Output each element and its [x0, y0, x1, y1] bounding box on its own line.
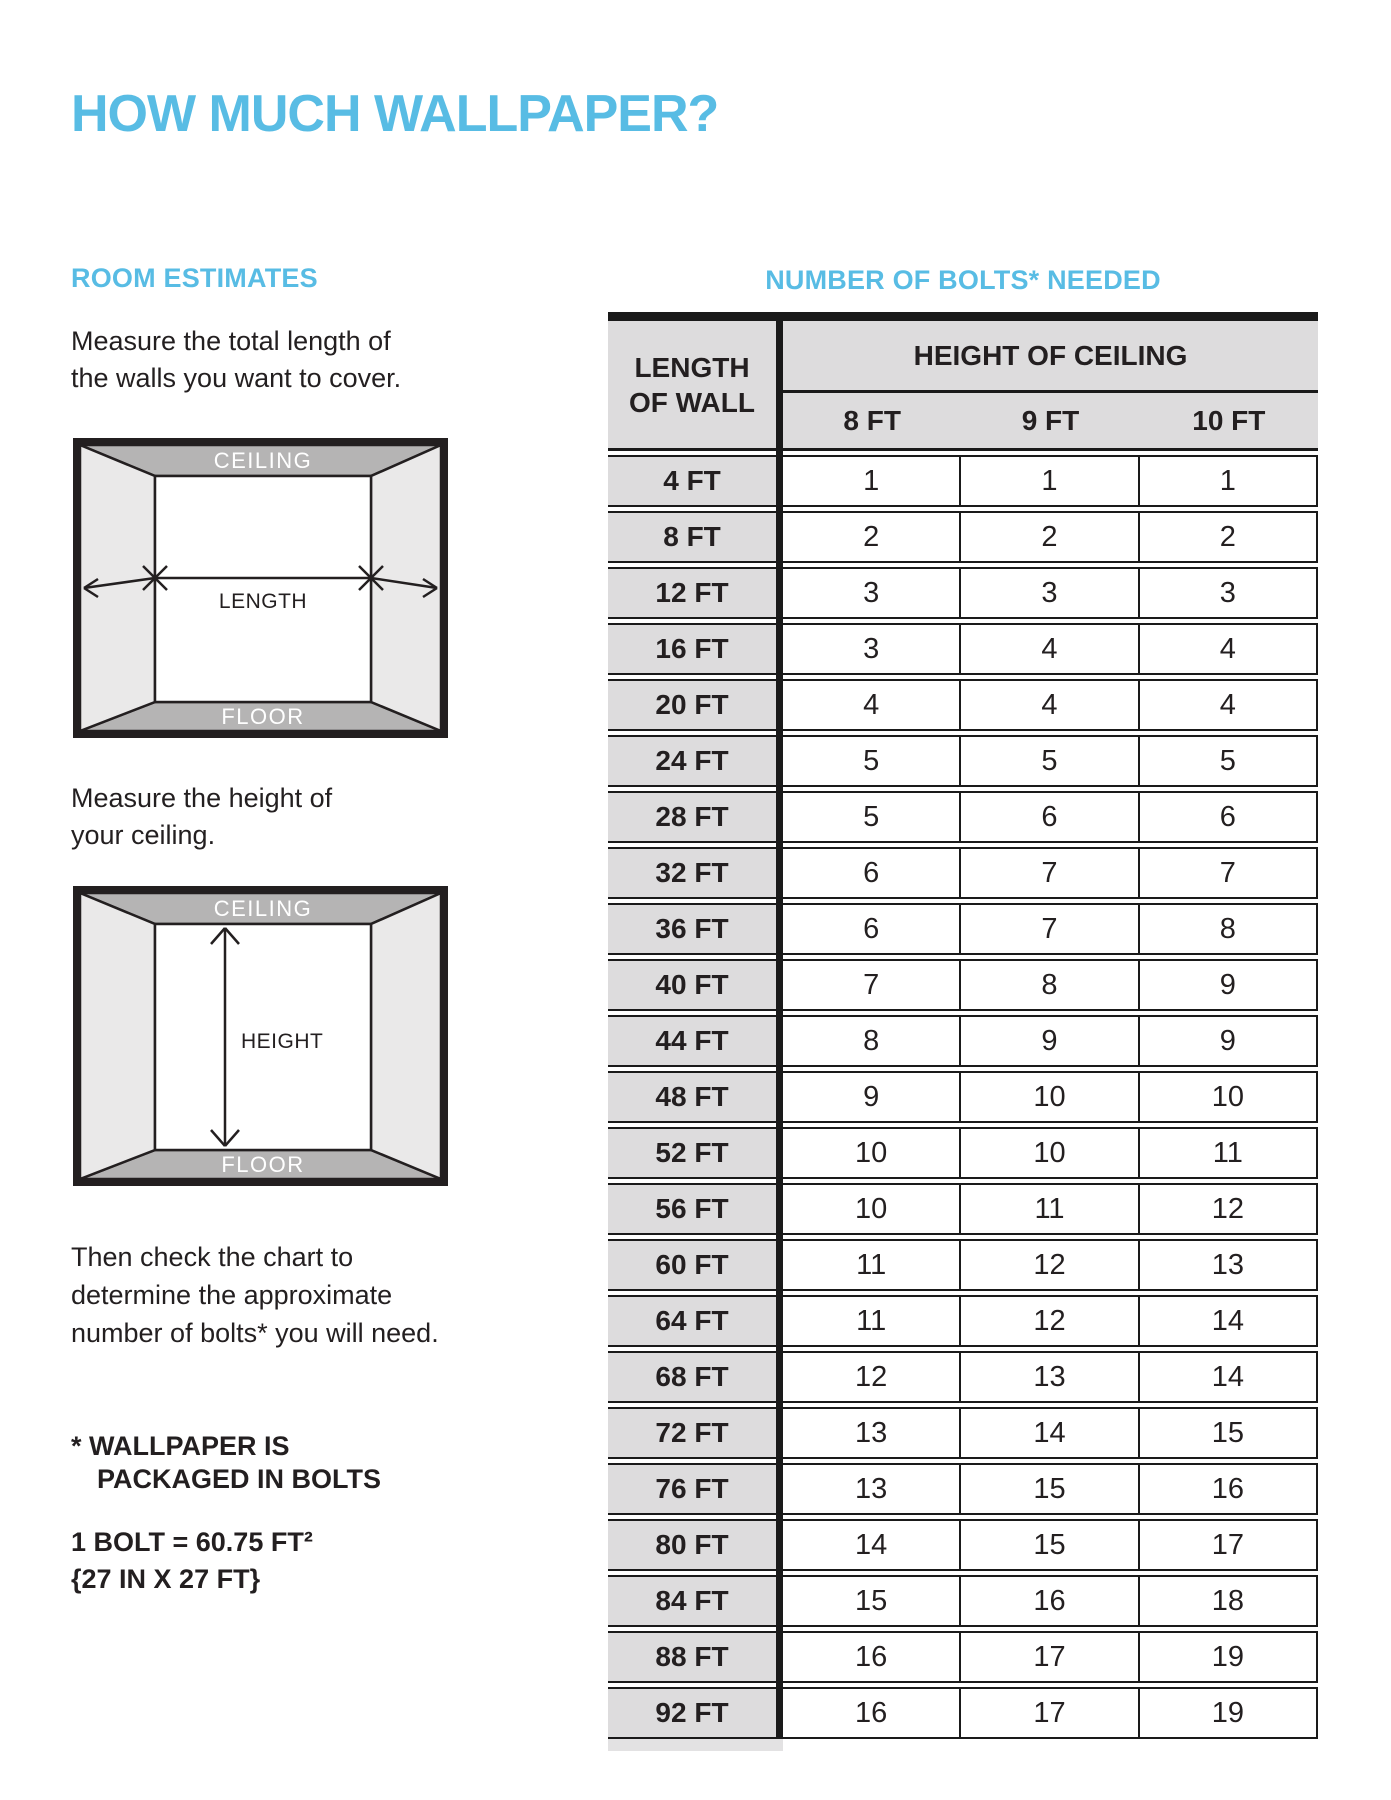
- table-row: [608, 903, 1318, 955]
- cell-10ft: 14: [1138, 1297, 1318, 1345]
- cell-8ft: 9: [783, 1073, 959, 1121]
- floor-label: FLOOR: [221, 1152, 305, 1177]
- instruction-chart: [71, 1238, 439, 1352]
- instruction-height-line2: your ceiling.: [71, 820, 216, 850]
- length-of-wall-line2: OF WALL: [629, 386, 755, 418]
- cell-9ft: 12: [959, 1297, 1137, 1345]
- cell-9ft: 1: [959, 457, 1137, 505]
- bolt-size-info: [71, 1524, 313, 1598]
- col-header-9ft: 9 FT: [1021, 404, 1080, 436]
- row-label: 48 FT: [608, 1073, 776, 1121]
- back-wall: [155, 476, 371, 702]
- cell-8ft: 13: [783, 1465, 959, 1513]
- cell-9ft: 17: [959, 1689, 1137, 1737]
- table-tail-strip: [608, 1739, 783, 1751]
- table-row: [608, 847, 1318, 899]
- cell-9ft: 11: [959, 1185, 1137, 1233]
- table-row: [608, 1183, 1318, 1235]
- cell-10ft: 14: [1138, 1353, 1318, 1401]
- table-row: [608, 735, 1318, 787]
- cell-9ft: 14: [959, 1409, 1137, 1457]
- row-label: 60 FT: [608, 1241, 776, 1289]
- cell-8ft: 8: [783, 1017, 959, 1065]
- cell-10ft: 11: [1138, 1129, 1318, 1177]
- row-label: 80 FT: [608, 1521, 776, 1569]
- length-of-wall-line1: LENGTH: [634, 351, 750, 383]
- table-row: [608, 1407, 1318, 1459]
- cell-10ft: 5: [1138, 737, 1318, 785]
- cell-9ft: 4: [959, 681, 1137, 729]
- table-row: [608, 1575, 1318, 1627]
- cell-9ft: 16: [959, 1577, 1137, 1625]
- row-label: 84 FT: [608, 1577, 776, 1625]
- height-of-ceiling-header: HEIGHT OF CEILING: [783, 321, 1318, 393]
- cell-8ft: 16: [783, 1689, 959, 1737]
- row-label: 8 FT: [608, 513, 776, 561]
- cell-8ft: 11: [783, 1297, 959, 1345]
- row-label: 88 FT: [608, 1633, 776, 1681]
- cell-9ft: 15: [959, 1521, 1137, 1569]
- cell-10ft: 7: [1138, 849, 1318, 897]
- table-row: [608, 791, 1318, 843]
- cell-8ft: 13: [783, 1409, 959, 1457]
- cell-9ft: 7: [959, 849, 1137, 897]
- row-label: 76 FT: [608, 1465, 776, 1513]
- cell-9ft: 6: [959, 793, 1137, 841]
- cell-9ft: 10: [959, 1073, 1137, 1121]
- cell-8ft: 10: [783, 1129, 959, 1177]
- cell-9ft: 8: [959, 961, 1137, 1009]
- row-label: 92 FT: [608, 1689, 776, 1737]
- table-header: [608, 312, 1318, 451]
- row-label: 52 FT: [608, 1129, 776, 1177]
- row-label: 64 FT: [608, 1297, 776, 1345]
- cell-8ft: 2: [783, 513, 959, 561]
- bolt-size-line1: 1 BOLT = 60.75 FT²: [71, 1527, 313, 1557]
- col-header-8ft: 8 FT: [843, 404, 901, 436]
- ceiling-header-block: [783, 321, 1318, 448]
- instruction-length: [71, 323, 401, 397]
- cell-10ft: 15: [1138, 1409, 1318, 1457]
- cell-10ft: 8: [1138, 905, 1318, 953]
- room-length-diagram: [73, 438, 448, 738]
- row-label: 56 FT: [608, 1185, 776, 1233]
- cell-10ft: 12: [1138, 1185, 1318, 1233]
- cell-8ft: 1: [783, 457, 959, 505]
- ceiling-columns: [783, 393, 1318, 448]
- cell-10ft: 9: [1138, 961, 1318, 1009]
- cell-9ft: 13: [959, 1353, 1137, 1401]
- bolts-footnote-line2: PACKAGED IN BOLTS: [97, 1464, 382, 1494]
- cell-10ft: 19: [1138, 1689, 1318, 1737]
- floor-label: FLOOR: [221, 704, 305, 729]
- row-label: 68 FT: [608, 1353, 776, 1401]
- row-label: 20 FT: [608, 681, 776, 729]
- cell-9ft: 10: [959, 1129, 1137, 1177]
- cell-9ft: 15: [959, 1465, 1137, 1513]
- cell-8ft: 6: [783, 849, 959, 897]
- bolts-footnote-line1: * WALLPAPER IS: [71, 1431, 290, 1461]
- cell-9ft: 5: [959, 737, 1137, 785]
- table-row: [608, 623, 1318, 675]
- table-row: [608, 1295, 1318, 1347]
- length-of-wall-header: [608, 321, 776, 448]
- row-label: 4 FT: [608, 457, 776, 505]
- table-row: [608, 1239, 1318, 1291]
- table-row: [608, 1127, 1318, 1179]
- cell-10ft: 6: [1138, 793, 1318, 841]
- row-label: 28 FT: [608, 793, 776, 841]
- table-row: [608, 1463, 1318, 1515]
- cell-10ft: 4: [1138, 681, 1318, 729]
- row-label: 16 FT: [608, 625, 776, 673]
- table-row: [608, 455, 1318, 507]
- cell-8ft: 10: [783, 1185, 959, 1233]
- cell-8ft: 3: [783, 569, 959, 617]
- bolts-footnote: [71, 1430, 381, 1496]
- table-row: [608, 1519, 1318, 1571]
- row-label: 40 FT: [608, 961, 776, 1009]
- cell-8ft: 3: [783, 625, 959, 673]
- bolts-table: [608, 312, 1318, 1739]
- table-body: [608, 455, 1318, 1739]
- cell-10ft: 9: [1138, 1017, 1318, 1065]
- table-row: [608, 959, 1318, 1011]
- table-row: [608, 1687, 1318, 1739]
- instruction-length-line2: the walls you want to cover.: [71, 363, 402, 393]
- cell-9ft: 9: [959, 1017, 1137, 1065]
- cell-9ft: 3: [959, 569, 1137, 617]
- table-row: [608, 1015, 1318, 1067]
- instruction-length-line1: Measure the total length of: [71, 326, 391, 356]
- cell-8ft: 16: [783, 1633, 959, 1681]
- cell-8ft: 7: [783, 961, 959, 1009]
- row-label: 32 FT: [608, 849, 776, 897]
- instruction-chart-line3: number of bolts* you will need.: [71, 1318, 439, 1348]
- ceiling-label: CEILING: [213, 448, 313, 473]
- cell-10ft: 4: [1138, 625, 1318, 673]
- cell-8ft: 4: [783, 681, 959, 729]
- ceiling-label: CEILING: [213, 896, 313, 921]
- table-row: [608, 1631, 1318, 1683]
- instruction-chart-line1: Then check the chart to: [71, 1242, 354, 1272]
- cell-10ft: 19: [1138, 1633, 1318, 1681]
- room-estimates-heading: ROOM ESTIMATES: [71, 263, 318, 293]
- cell-9ft: 2: [959, 513, 1137, 561]
- row-label: 24 FT: [608, 737, 776, 785]
- cell-10ft: 18: [1138, 1577, 1318, 1625]
- cell-10ft: 10: [1138, 1073, 1318, 1121]
- table-row: [608, 679, 1318, 731]
- bolts-table-heading: NUMBER OF BOLTS* NEEDED: [765, 265, 1161, 295]
- height-label: HEIGHT: [241, 1030, 324, 1053]
- table-row: [608, 511, 1318, 563]
- cell-8ft: 5: [783, 793, 959, 841]
- cell-8ft: 11: [783, 1241, 959, 1289]
- length-label: LENGTH: [218, 590, 308, 613]
- instruction-height: [71, 780, 332, 854]
- cell-8ft: 6: [783, 905, 959, 953]
- room-height-diagram: [73, 886, 448, 1186]
- instruction-chart-line2: determine the approximate: [71, 1280, 393, 1310]
- cell-10ft: 2: [1138, 513, 1318, 561]
- table-row: [608, 1071, 1318, 1123]
- row-label: 72 FT: [608, 1409, 776, 1457]
- cell-8ft: 14: [783, 1521, 959, 1569]
- table-row: [608, 567, 1318, 619]
- cell-10ft: 13: [1138, 1241, 1318, 1289]
- table-row: [608, 1351, 1318, 1403]
- cell-9ft: 4: [959, 625, 1137, 673]
- cell-8ft: 15: [783, 1577, 959, 1625]
- cell-9ft: 17: [959, 1633, 1137, 1681]
- bolt-size-line2: {27 IN X 27 FT}: [71, 1564, 261, 1594]
- row-label: 36 FT: [608, 905, 776, 953]
- cell-9ft: 7: [959, 905, 1137, 953]
- cell-10ft: 16: [1138, 1465, 1318, 1513]
- row-label: 12 FT: [608, 569, 776, 617]
- left-wall: [80, 893, 155, 1179]
- cell-8ft: 5: [783, 737, 959, 785]
- column-divider: [776, 312, 783, 1739]
- page-title: HOW MUCH WALLPAPER?: [71, 85, 719, 143]
- col-header-10ft: 10 FT: [1192, 404, 1266, 436]
- cell-10ft: 1: [1138, 457, 1318, 505]
- row-label: 44 FT: [608, 1017, 776, 1065]
- cell-10ft: 17: [1138, 1521, 1318, 1569]
- cell-9ft: 12: [959, 1241, 1137, 1289]
- cell-10ft: 3: [1138, 569, 1318, 617]
- cell-8ft: 12: [783, 1353, 959, 1401]
- right-wall: [371, 893, 441, 1179]
- instruction-height-line1: Measure the height of: [71, 783, 333, 813]
